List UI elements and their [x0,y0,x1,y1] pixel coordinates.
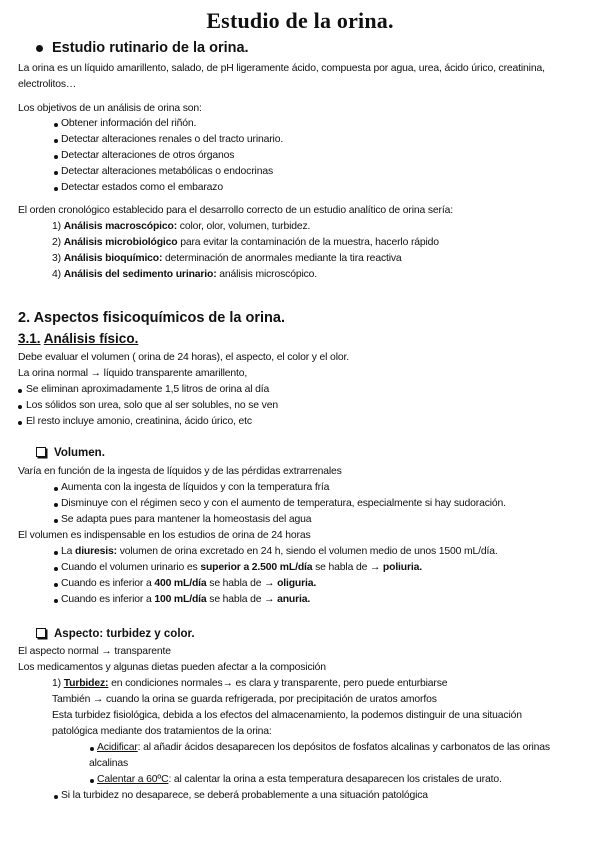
step-item: 2) Análisis microbiológico para evitar la contaminación de la muestra, hacerlo rápido [52,237,439,248]
list-item: El resto incluye amonio, creatinina, ácido úrico, etc [26,416,252,427]
paragraph: También → cuando la orina se guarda refrigerada, por precipitación de uratos amorfos [52,694,437,705]
step-item: 1) Análisis macroscópico: color, olor, volumen, turbidez. [52,221,311,232]
objective-item: Detectar estados como el embarazo [61,182,223,193]
bullet-icon [54,155,58,159]
bullet-icon [54,599,58,603]
step-item: 3) Análisis bioquímico: determinación de anormales mediante la tira reactiva [52,253,402,264]
paragraph: Los medicamentos y algunas dietas pueden afectar a la composición [18,662,326,673]
bullet-icon [54,171,58,175]
bullet-icon [54,551,58,555]
list-item: Si la turbidez no desaparece, se deberá probablemente a una situación patológica [61,790,428,801]
checkbox-square-icon [36,628,46,638]
order-intro: El orden cronológico establecido para el desarrollo correcto de un estudio analítico de orina sería: [18,205,453,216]
bullet-icon [18,405,22,409]
aspecto-heading: Aspecto: turbidez y color. [54,628,195,640]
list-item: Aumenta con la ingesta de líquidos y con la temperatura fría [61,482,330,493]
list-item: Cuando es inferior a 400 mL/día se habla de → oliguria. [61,578,317,589]
bullet-icon [54,503,58,507]
subsection-heading-analisis-fisico: 3.1. Análisis físico. [18,331,139,346]
bullet-icon [54,123,58,127]
intro-line-2: electrolitos… [18,79,77,90]
list-item-acidificar: Acidificar: al añadir ácidos desaparecen los depósitos de fosfatos alcalinas y carbonatos de las orinas [97,742,550,753]
bullet-icon [54,139,58,143]
paragraph: El volumen es indispensable en los estudios de orina de 24 horas [18,530,311,541]
list-item-continuation: alcalinas [89,758,129,769]
list-item: Cuando es inferior a 100 mL/día se habla de → anuria. [61,594,311,605]
objective-item: Detectar alteraciones metabólicas o endocrinas [61,166,273,177]
bullet-icon [54,187,58,191]
paragraph: Varía en función de la ingesta de líquidos y de las pérdidas extrarrenales [18,466,342,477]
objective-item: Obtener información del riñón. [61,118,197,129]
list-item: La diuresis: volumen de orina excretado en 24 h, siendo el volumen medio de unos 1500 mL/día. [61,546,498,557]
bullet-icon [90,779,94,783]
bullet-icon [54,583,58,587]
paragraph: Debe evaluar el volumen ( orina de 24 horas), el aspecto, el color y el olor. [18,352,349,363]
bullet-icon [54,567,58,571]
bullet-icon [54,795,58,799]
list-item: Se adapta pues para mantener la homeostasis del agua [61,514,312,525]
volumen-heading: Volumen. [54,447,105,459]
list-item: Se eliminan aproximadamente 1,5 litros de orina al día [26,384,270,395]
paragraph: patológica mediante dos tratamientos de la orina: [52,726,272,737]
intro-line-1: La orina es un líquido amarillento, salado, de pH ligeramente ácido, compuesta por agua, urea, ácido úrico, creatinina, [18,63,545,74]
list-item-calentar: Calentar a 60ºC: al calentar la orina a esta temperatura desaparecen los cristales de urato. [97,774,502,785]
bullet-icon [54,519,58,523]
bullet-icon [54,487,58,491]
bullet-icon [18,421,22,425]
checkbox-square-icon [36,447,46,457]
list-item: Disminuye con el régimen seco y con el aumento de temperatura, especialmente si hay sudoración. [61,498,506,509]
section-heading-aspectos: 2. Aspectos fisicoquímicos de la orina. [18,310,285,326]
numbered-item-turbidez: 1) Turbidez: en condiciones normales→ es clara y transparente, pero puede enturbiarse [52,678,448,689]
step-item: 4) Análisis del sedimento urinario: análisis microscópico. [52,269,318,280]
page-title: Estudio de la orina. [206,8,394,33]
heading-bullet-icon [36,45,43,52]
bullet-icon [18,389,22,393]
paragraph: Esta turbidez fisiológica, debida a los efectos del almacenamiento, la podemos distinguir de una situación [52,710,522,721]
list-item: Los sólidos son urea, solo que al ser solubles, no se ven [26,400,278,411]
section-heading-estudio-rutinario: Estudio rutinario de la orina. [52,40,249,56]
paragraph: El aspecto normal → transparente [18,646,171,657]
objective-item: Detectar alteraciones de otros órganos [61,150,235,161]
list-item: Cuando el volumen urinario es superior a 2.500 mL/día se habla de → poliuria. [61,562,422,573]
bullet-icon [90,747,94,751]
objectives-intro: Los objetivos de un análisis de orina son: [18,103,202,114]
paragraph: La orina normal → líquido transparente amarillento, [18,368,248,379]
objective-item: Detectar alteraciones renales o del tracto urinario. [61,134,284,145]
